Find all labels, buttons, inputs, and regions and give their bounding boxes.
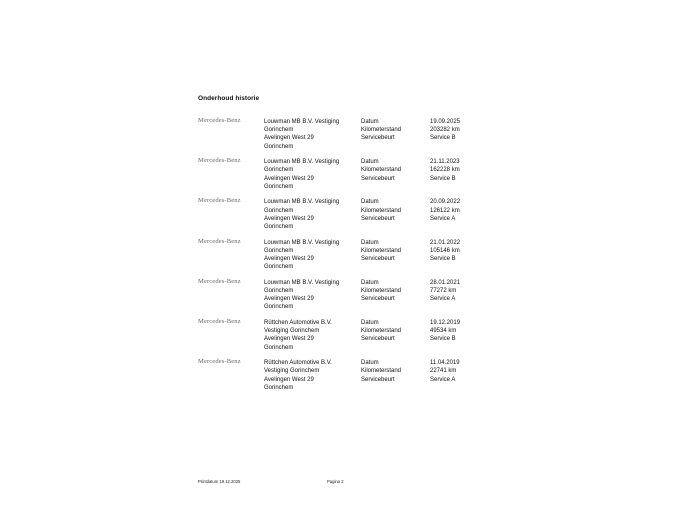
field-label: Servicebeurt: [361, 376, 395, 383]
field-values: [430, 279, 460, 304]
field-labels: [361, 198, 401, 223]
field-label: Datum: [361, 159, 379, 166]
field-value: 126122 km: [430, 207, 460, 214]
dealer-line: Gorinchem: [264, 183, 294, 190]
history-entry: [198, 117, 498, 157]
dealer-address: [264, 279, 339, 312]
dealer-line: Louwman MB B.V. Vestiging: [264, 159, 340, 166]
field-value: 28.01.2021: [430, 279, 461, 286]
field-value: 162228 km: [430, 167, 460, 174]
field-values: [430, 158, 460, 183]
dealer-address: [264, 158, 339, 191]
history-entry: [198, 157, 498, 197]
dealer-address: [264, 198, 339, 231]
print-date: Printdatum 19.12.2025: [198, 479, 241, 484]
history-entry: [198, 197, 498, 237]
field-label: Kilometerstand: [361, 207, 402, 214]
history-entry: [198, 278, 498, 318]
field-values: [430, 239, 460, 264]
field-labels: [361, 239, 401, 264]
dealer-line: Vestiging Gorinchem: [264, 328, 320, 335]
dealer-line: Vestiging Gorinchem: [264, 368, 320, 375]
field-value: 20.09.2022: [430, 199, 461, 206]
field-label: Servicebeurt: [361, 135, 395, 142]
field-value: Service A: [430, 376, 456, 383]
field-labels: [361, 319, 401, 344]
maintenance-history-list: [198, 117, 498, 398]
field-label: Servicebeurt: [361, 215, 395, 222]
field-value: 49534 km: [430, 328, 457, 335]
dealer-address: [264, 118, 339, 151]
field-value: Service B: [430, 255, 456, 262]
dealer-line: Gorinchem: [264, 167, 294, 174]
brand-logo-text: Mercedes-Benz: [198, 317, 241, 325]
field-value: 21.01.2022: [430, 239, 461, 246]
field-label: Datum: [361, 360, 379, 367]
field-value: 203282 km: [430, 127, 460, 134]
dealer-line: Louwman MB B.V. Vestiging: [264, 239, 340, 246]
field-values: [430, 198, 460, 223]
field-values: [430, 319, 460, 344]
field-label: Datum: [361, 279, 379, 286]
field-label: Servicebeurt: [361, 336, 395, 343]
brand-logo-text: Mercedes-Benz: [198, 197, 241, 205]
brand-logo-text: Mercedes-Benz: [198, 237, 241, 245]
history-entry: [198, 358, 498, 398]
page-number: Pagina 2: [327, 479, 344, 484]
field-label: Datum: [361, 199, 379, 206]
brand-logo-text: Mercedes-Benz: [198, 277, 241, 285]
page-title: Onderhoud historie: [198, 95, 260, 102]
dealer-line: Avelingen West 29: [264, 336, 314, 343]
field-value: 105146 km: [430, 247, 460, 254]
field-values: [430, 118, 460, 143]
field-labels: [361, 118, 401, 143]
field-value: Service B: [430, 135, 456, 142]
dealer-line: Gorinchem: [264, 304, 294, 311]
field-label: Kilometerstand: [361, 287, 402, 294]
dealer-line: Avelingen West 29: [264, 175, 314, 182]
dealer-address: [264, 239, 339, 272]
dealer-line: Gorinchem: [264, 143, 294, 150]
dealer-line: Avelingen West 29: [264, 215, 314, 222]
field-value: 77272 km: [430, 287, 457, 294]
dealer-line: Gorinchem: [264, 247, 294, 254]
field-label: Kilometerstand: [361, 167, 402, 174]
field-value: 21.11.2023: [430, 159, 460, 166]
dealer-line: Avelingen West 29: [264, 376, 314, 383]
brand-logo-text: Mercedes-Benz: [198, 157, 241, 165]
field-labels: [361, 279, 401, 304]
field-label: Datum: [361, 319, 379, 326]
dealer-line: Gorinchem: [264, 384, 294, 391]
field-labels: [361, 158, 401, 183]
field-labels: [361, 359, 401, 384]
dealer-line: Avelingen West 29: [264, 296, 314, 303]
field-label: Servicebeurt: [361, 175, 395, 182]
dealer-address: [264, 319, 332, 352]
field-label: Servicebeurt: [361, 296, 395, 303]
dealer-line: Gorinchem: [264, 287, 294, 294]
dealer-line: Gorinchem: [264, 223, 294, 230]
history-entry: [198, 318, 498, 358]
field-label: Kilometerstand: [361, 328, 402, 335]
field-value: 11.04.2019: [430, 360, 460, 367]
field-value: 22741 km: [430, 368, 457, 375]
field-label: Datum: [361, 239, 379, 246]
dealer-line: Avelingen West 29: [264, 255, 314, 262]
brand-logo-text: Mercedes-Benz: [198, 117, 241, 124]
field-value: 19.12.2019: [430, 319, 461, 326]
field-label: Servicebeurt: [361, 255, 395, 262]
dealer-line: Gorinchem: [264, 207, 294, 214]
brand-logo-text: Mercedes-Benz: [198, 358, 241, 366]
field-value: Service B: [430, 336, 456, 343]
field-label: Datum: [361, 119, 379, 125]
dealer-line: Louwman MB B.V. Vestiging: [264, 119, 340, 125]
dealer-address: [264, 359, 332, 392]
dealer-line: Gorinchem: [264, 344, 294, 351]
dealer-line: Gorinchem: [264, 264, 294, 271]
dealer-line: Rüttchen Automotive B.V.: [264, 360, 332, 367]
field-values: [430, 359, 460, 384]
dealer-line: Avelingen West 29: [264, 135, 314, 142]
history-entry: [198, 238, 498, 278]
dealer-line: Louwman MB B.V. Vestiging: [264, 279, 340, 286]
field-value: Service A: [430, 296, 456, 303]
dealer-line: Rüttchen Automotive B.V.: [264, 319, 332, 326]
dealer-line: Louwman MB B.V. Vestiging: [264, 199, 340, 206]
field-label: Kilometerstand: [361, 127, 402, 134]
dealer-line: Gorinchem: [264, 127, 294, 134]
field-value: 19.09.2025: [430, 119, 461, 125]
field-label: Kilometerstand: [361, 368, 402, 375]
field-label: Kilometerstand: [361, 247, 402, 254]
field-value: Service A: [430, 215, 456, 222]
field-value: Service B: [430, 175, 456, 182]
